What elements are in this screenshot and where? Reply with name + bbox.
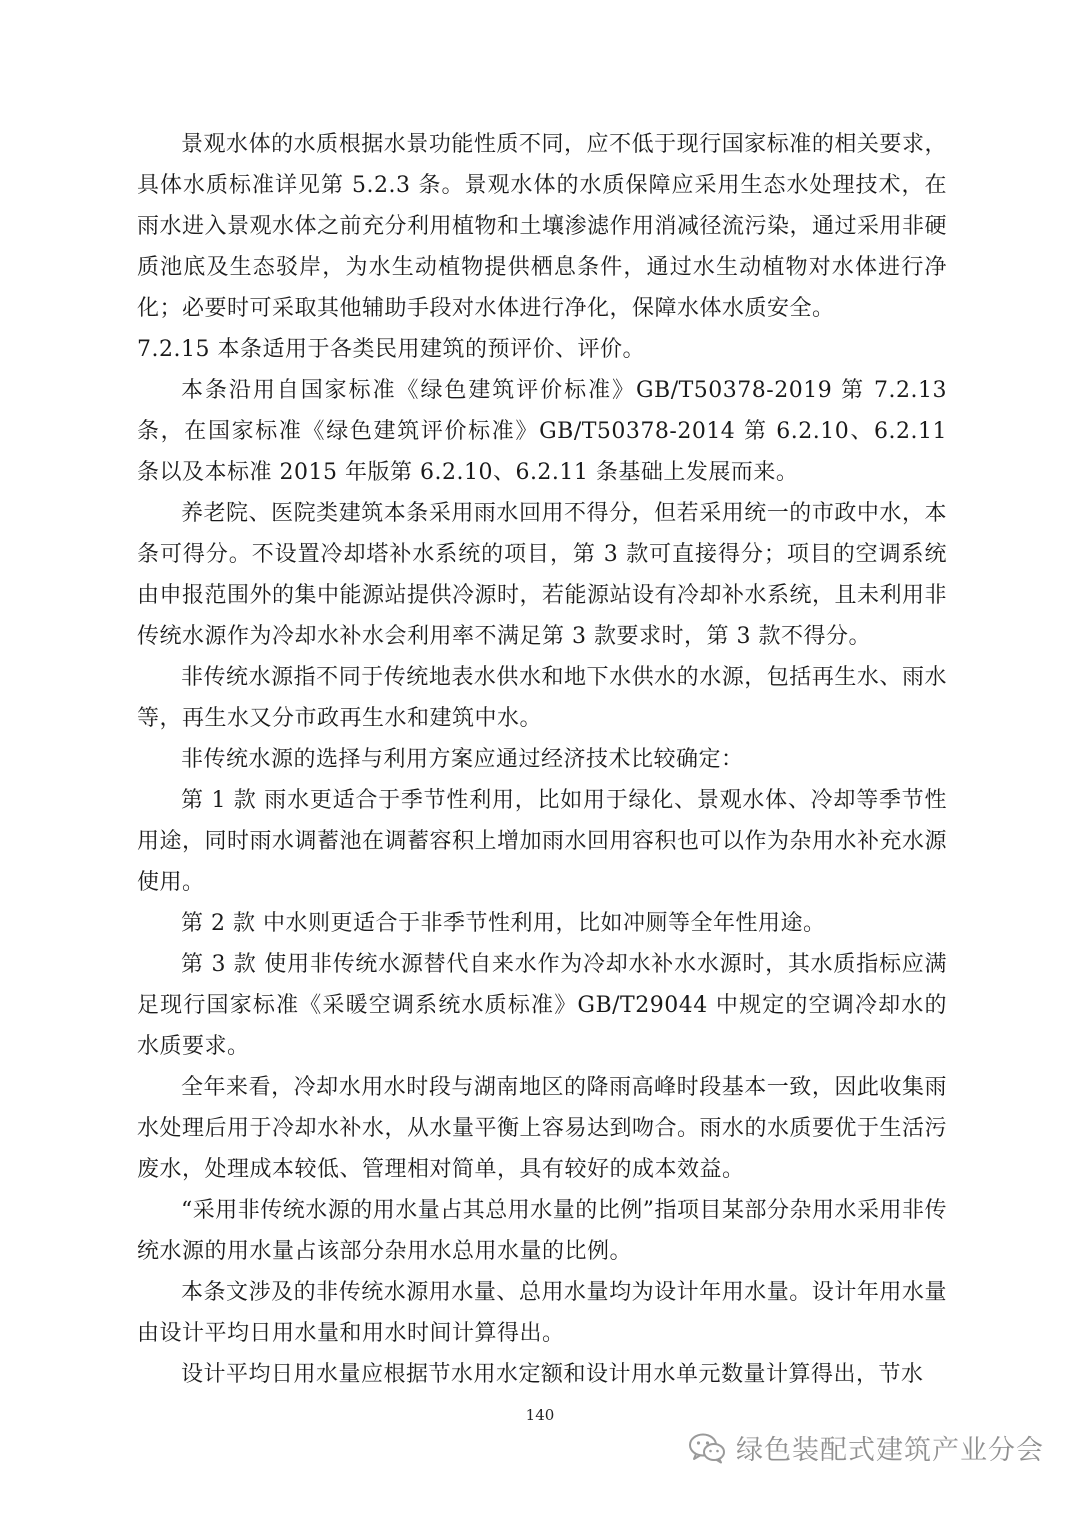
paragraph: 全年来看，冷却水用水时段与湖南地区的降雨高峰时段基本一致，因此收集雨水处理后用于冷却水补水，从水量平衡上容易达到吻合。雨水的水质要优于生活污废水，处理成本较低、管理相对简单，具有较好的成本效益。 bbox=[137, 1075, 948, 1182]
paragraph: “采用非传统水源的用水量占其总用水量的比例”指项目某部分杂用水采用非传统水源的用水量占该部分杂用水总用水量的比例。 bbox=[137, 1198, 947, 1264]
paragraph: 本条文涉及的非传统水源用水量、总用水量均为设计年用水量。设计年用水量由设计平均日用水量和用水时间计算得出。 bbox=[137, 1280, 947, 1346]
watermark bbox=[688, 1428, 1044, 1467]
page-number: 140 bbox=[525, 1406, 555, 1424]
paragraph: 非传统水源指不同于传统地表水供水和地下水供水的水源，包括再生水、雨水等，再生水又分市政再生水和建筑中水。 bbox=[137, 665, 947, 731]
paragraph: 第 3 款 使用非传统水源替代自来水作为冷却水补水水源时，其水质指标应满足现行国家标准《采暖空调系统水质标准》GB/T29044 中规定的空调冷却水的水质要求。 bbox=[137, 952, 947, 1059]
clause-heading: 7.2.15 本条适用于各类民用建筑的预评价、评价。 bbox=[137, 337, 645, 362]
paragraph: 养老院、医院类建筑本条采用雨水回用不得分，但若采用统一的市政中水，本条可得分。不设置冷却塔补水系统的项目，第 3 款可直接得分；项目的空调系统由申报范围外的集中能源站提供冷源时，若能源站设有冷却补水系统，且未利用非传统水源作为冷却水补水会利用率不满足第 3 款要求时，第 3 款不得分。 bbox=[137, 501, 948, 649]
wechat-icon bbox=[688, 1432, 726, 1464]
paragraph: 景观水体的水质根据水景功能性质不同，应不低于现行国家标准的相关要求，具体水质标准详见第 5.2.3 条。景观水体的水质保障应采用生态水处理技术，在雨水进入景观水体之前充分利用植物和土壤渗滤作用消减径流污染，通过采用非硬质池底及生态驳岸，为水生动植物提供栖息条件，通过水生动植物对水体进行净化；必要时可采取其他辅助手段对水体进行净化，保障水体水质安全。 bbox=[137, 132, 948, 321]
watermark-text: 绿色装配式建筑产业分会 bbox=[736, 1435, 1044, 1466]
paragraph: 非传统水源的选择与利用方案应通过经济技术比较确定： bbox=[181, 747, 744, 772]
paragraph: 本条沿用自国家标准《绿色建筑评价标准》GB/T50378-2019 第 7.2.13 条，在国家标准《绿色建筑评价标准》GB/T50378-2014 第 6.2.10、6.2.11 条以及本标准 2015 年版第 6.2.10、6.2.11 条基础上发展而来。 bbox=[137, 378, 947, 485]
paragraph: 设计平均日用水量应根据节水用水定额和设计用水单元数量计算得出，节水 bbox=[181, 1362, 924, 1387]
paragraph: 第 2 款 中水则更适合于非季节性利用，比如冲厕等全年性用途。 bbox=[181, 911, 826, 936]
body-text bbox=[137, 124, 947, 1395]
paragraph: 第 1 款 雨水更适合于季节性利用，比如用于绿化、景观水体、冷却等季节性用途，同时雨水调蓄池在调蓄容积上增加雨水回用容积也可以作为杂用水补充水源使用。 bbox=[137, 788, 948, 895]
